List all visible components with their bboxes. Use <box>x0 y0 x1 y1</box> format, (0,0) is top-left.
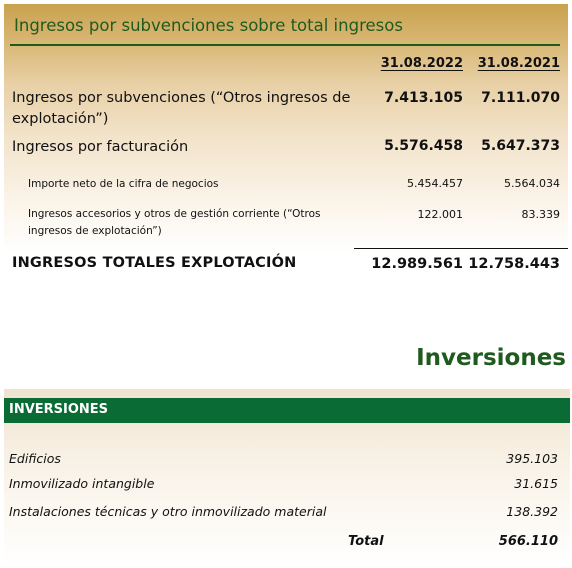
row-label-facturacion: Ingresos por facturación <box>12 139 189 155</box>
inversion-value-edificios: 395.103 <box>506 451 558 466</box>
subvenciones-panel <box>4 4 568 280</box>
row-value-ingresos-accesorios-2021: 83.339 <box>521 208 560 221</box>
inversion-total-label: Total <box>348 534 384 549</box>
row-label-ingresos-accesorios: Ingresos accesorios y otros de gestión corriente (“Otros ingresos de explotación”) <box>28 208 321 237</box>
row-value-cifra-negocios-2021: 5.564.034 <box>504 177 560 190</box>
inversiones-header-bar <box>4 398 570 423</box>
total-value-2022: 12.989.561 <box>371 256 463 272</box>
row-label-subvenciones: Ingresos por subvenciones (“Otros ingresos de explotación”) <box>12 90 351 127</box>
row-value-facturacion-2021: 5.647.373 <box>481 138 560 154</box>
inversiones-bar-label: INVERSIONES <box>9 402 109 417</box>
total-label: INGRESOS TOTALES EXPLOTACIÓN <box>12 255 297 271</box>
column-header-2021: 31.08.2021 <box>477 56 560 71</box>
column-header-2022: 31.08.2022 <box>380 56 463 71</box>
inversion-value-intangible: 31.615 <box>514 476 558 491</box>
row-value-cifra-negocios-2022: 5.454.457 <box>407 177 463 190</box>
row-label-cifra-negocios: Importe neto de la cifra de negocios <box>28 178 219 190</box>
inversion-value-instalaciones: 138.392 <box>506 504 558 519</box>
total-divider <box>354 248 568 249</box>
inversion-label-intangible: Inmovilizado intangible <box>9 476 155 491</box>
row-value-ingresos-accesorios-2022: 122.001 <box>417 208 463 221</box>
inversion-label-edificios: Edificios <box>9 451 61 466</box>
row-value-subvenciones-2022: 7.413.105 <box>384 90 463 106</box>
inversiones-panel <box>4 389 570 567</box>
row-value-facturacion-2022: 5.576.458 <box>384 138 463 154</box>
title-divider <box>10 44 560 46</box>
total-value-2021: 12.758.443 <box>468 256 560 272</box>
inversiones-heading: Inversiones <box>416 345 566 371</box>
row-value-subvenciones-2021: 7.111.070 <box>481 90 560 106</box>
subvenciones-title: Ingresos por subvenciones sobre total ingresos <box>14 16 403 35</box>
inversion-label-instalaciones: Instalaciones técnicas y otro inmovilizado material <box>9 504 327 519</box>
inversion-total-value: 566.110 <box>498 534 558 549</box>
